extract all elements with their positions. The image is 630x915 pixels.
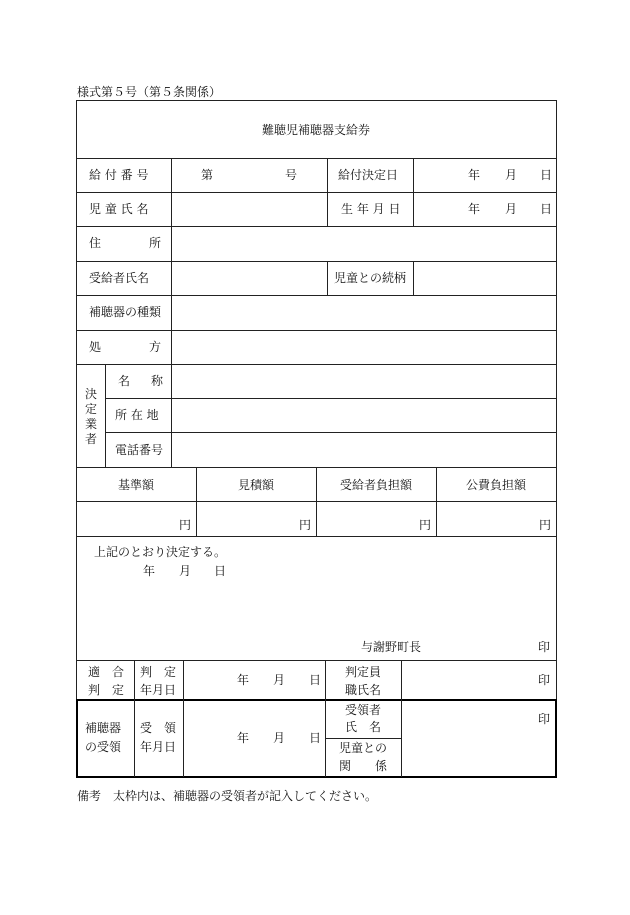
receiver-label-line2: 氏 名: [345, 720, 382, 734]
row-line: [76, 261, 557, 262]
row-line: [76, 660, 557, 661]
row-line: [76, 226, 557, 227]
col-line: [183, 660, 184, 777]
issuer-title: 与謝野町長: [361, 640, 422, 654]
row-line: [105, 432, 557, 433]
decision-date-label: 給付決定日: [338, 168, 399, 182]
form-title: 難聴児補聴器支給券: [261, 123, 371, 137]
receipt-label-line2: の受領: [85, 740, 122, 754]
col-line: [413, 261, 414, 295]
receipt-label-line1: 補聴器: [85, 721, 122, 735]
judgement-date-label-line2: 年月日: [140, 683, 177, 697]
birth-date-label: 生 年 月 日: [341, 202, 401, 216]
address-label-b: 所: [149, 236, 162, 250]
judgement-official-line2: 職氏名: [345, 683, 382, 697]
vendor-name-label-a: 名: [118, 374, 131, 388]
thick-frame-bottom: [76, 776, 557, 778]
decision-date-month: 月: [505, 168, 518, 182]
judgement-seal: 印: [538, 673, 551, 687]
amount-header-standard: 基準額: [117, 478, 155, 492]
decision-date-day-mark: 日: [214, 564, 227, 578]
receipt-year: 年: [237, 731, 250, 745]
col-line: [134, 660, 135, 777]
col-line: [327, 158, 328, 226]
amount-header-recipient-share: 受給者負担額: [339, 478, 413, 492]
row-line: [76, 364, 557, 365]
amount-unit-recipient-share: 円: [419, 518, 432, 532]
amount-header-estimate: 見積額: [237, 478, 275, 492]
receiver-label-line1: 受領者: [345, 703, 382, 717]
child-name-label: 児 童 氏 名: [89, 202, 149, 216]
decision-date-day: 日: [540, 168, 553, 182]
judgement-official-line1: 判定員: [345, 665, 382, 679]
frame-left: [76, 100, 77, 777]
footnote: 備考 太枠内は、補聴器の受領者が記入してください。: [77, 789, 378, 803]
birth-date-month: 月: [505, 202, 518, 216]
decision-date-year: 年: [468, 168, 481, 182]
col-line: [171, 158, 172, 467]
judgement-label-line2: 判 定: [88, 683, 125, 697]
payment-number-prefix: 第: [201, 168, 214, 182]
judgement-label-line1: 適 合: [88, 665, 125, 679]
col-line: [325, 660, 326, 777]
vendor-group-char-1: 決: [85, 387, 98, 401]
judgement-date-label-line1: 判 定: [140, 665, 177, 679]
thick-frame-right: [555, 699, 557, 778]
row-line: [325, 738, 402, 739]
birth-date-day: 日: [540, 202, 553, 216]
decision-date-year-mark: 年: [143, 564, 156, 578]
row-line: [76, 158, 557, 159]
birth-date-year: 年: [468, 202, 481, 216]
receipt-relation-line1: 児童との: [339, 741, 388, 755]
vendor-group-char-4: 者: [85, 432, 98, 446]
thick-frame-top: [76, 699, 557, 701]
row-line: [76, 295, 557, 296]
row-line: [105, 398, 557, 399]
thick-frame-left: [76, 699, 78, 778]
vendor-location-label: 所 在 地: [115, 408, 159, 422]
amount-unit-public-share: 円: [539, 518, 552, 532]
amount-header-public-share: 公費負担額: [465, 478, 527, 492]
vendor-group-char-3: 業: [85, 417, 98, 431]
address-label-a: 住: [89, 236, 102, 250]
judgement-month: 月: [273, 673, 286, 687]
judgement-year: 年: [237, 673, 250, 687]
frame-right: [556, 100, 557, 777]
prescription-label-b: 方: [149, 340, 162, 354]
row-line: [76, 536, 557, 537]
payment-number-label: 給 付 番 号: [89, 168, 149, 182]
col-line: [105, 364, 106, 467]
col-line: [196, 467, 197, 536]
vendor-name-label-b: 称: [151, 374, 164, 388]
recipient-name-label: 受給者氏名: [89, 271, 150, 285]
judgement-day: 日: [309, 673, 322, 687]
vendor-phone-label: 電話番号: [115, 443, 164, 457]
col-line: [316, 467, 317, 536]
receipt-day: 日: [309, 731, 322, 745]
receipt-relation-line2: 関 係: [339, 759, 388, 773]
col-line: [436, 467, 437, 536]
frame-top: [76, 100, 557, 101]
receipt-month: 月: [273, 731, 286, 745]
row-line: [76, 192, 557, 193]
decision-date-month-mark: 月: [179, 564, 192, 578]
amount-unit-estimate: 円: [299, 518, 312, 532]
col-line: [401, 660, 402, 777]
relation-label: 児童との続柄: [334, 271, 407, 285]
decision-statement: 上記のとおり決定する。: [94, 545, 227, 559]
device-type-label: 補聴器の種類: [89, 305, 162, 319]
form-number: 様式第５号（第５条関係）: [77, 85, 222, 99]
amount-unit-standard: 円: [179, 518, 192, 532]
row-line: [76, 330, 557, 331]
col-line: [327, 261, 328, 295]
prescription-label-a: 処: [89, 340, 102, 354]
receipt-date-label-line1: 受 領: [140, 721, 177, 735]
vendor-group-char-2: 定: [85, 402, 98, 416]
col-line: [413, 158, 414, 226]
issuer-seal: 印: [538, 640, 551, 654]
payment-number-suffix: 号: [285, 168, 298, 182]
receiver-seal: 印: [538, 712, 551, 726]
receipt-date-label-line2: 年月日: [140, 740, 177, 754]
